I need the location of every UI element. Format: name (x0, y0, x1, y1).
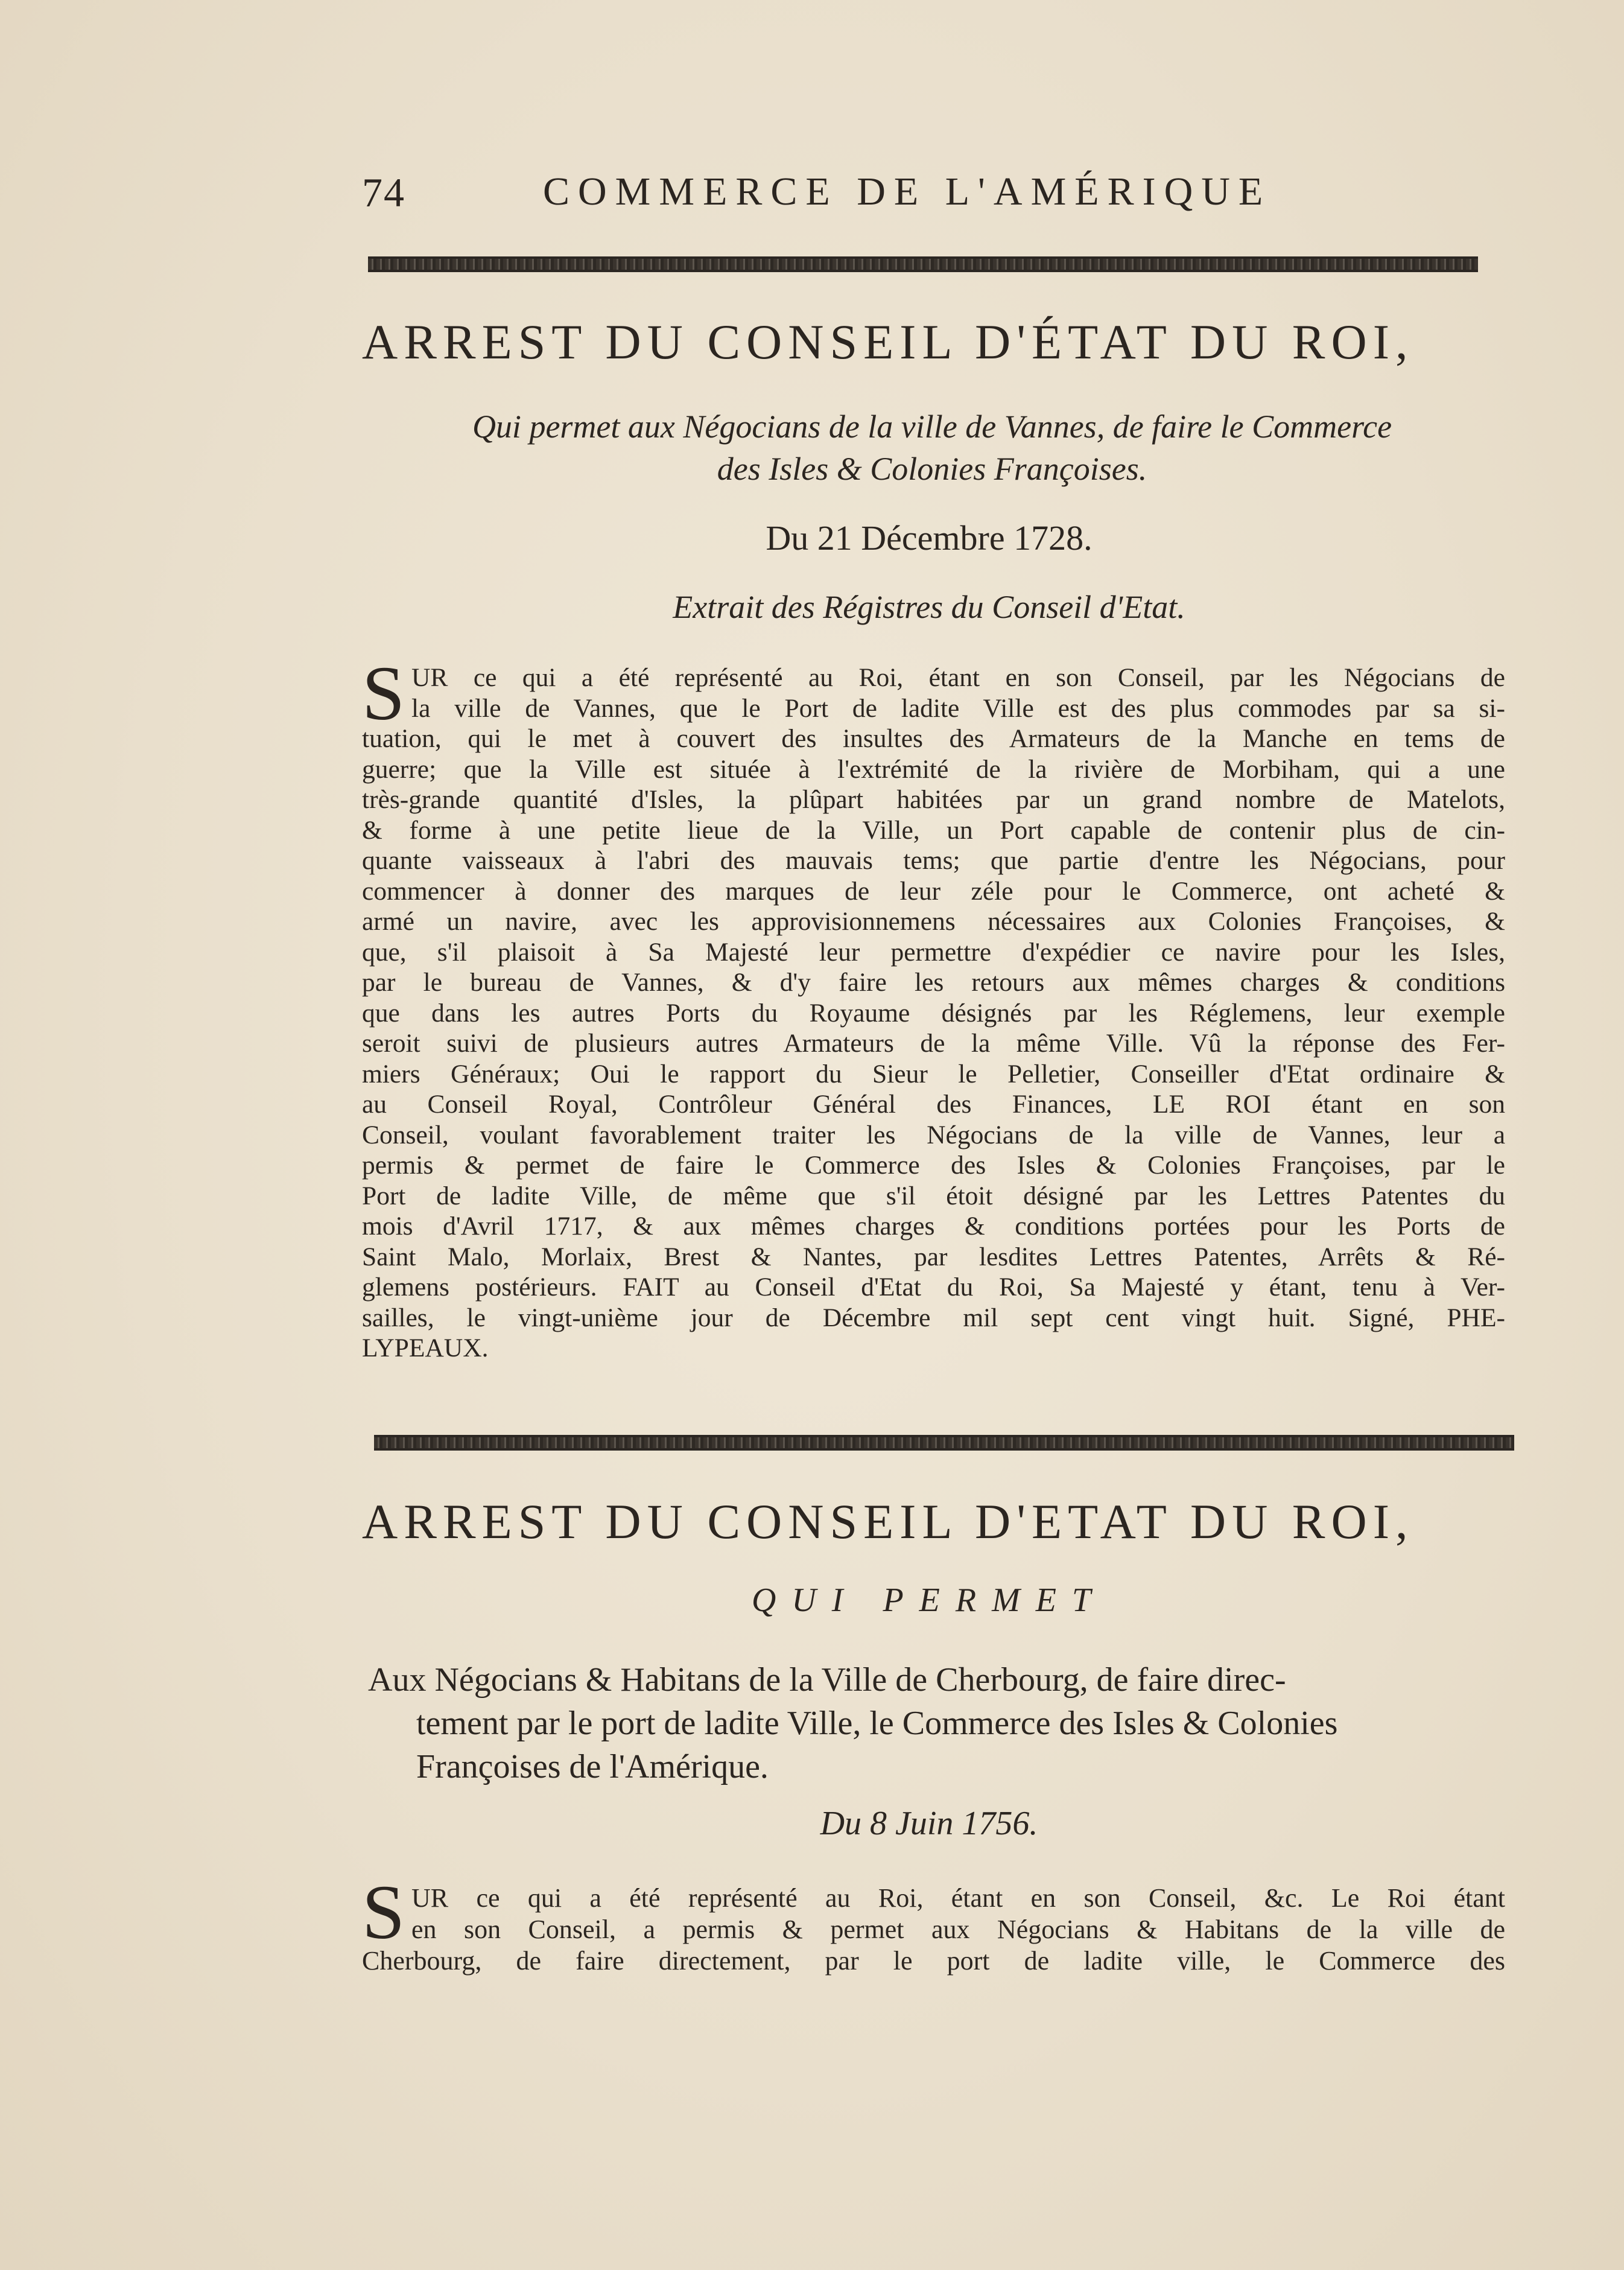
body-line: LYPEAUX. (362, 1334, 489, 1362)
body-line: miers Généraux; Oui le rapport du Sieur le Pelletier, Conseiller d'Etat ordinaire & (362, 1059, 1505, 1089)
arret1-subtitle-line: Qui permet aux Négocians de la ville de Vannes, de faire le Commerce (472, 409, 1392, 445)
arret2-subtitle-line: tement par le port de ladite Ville, le Commerce des Isles & Colonies (416, 1705, 1338, 1742)
arret2-subtitle (368, 1658, 1502, 1788)
body-line: Cherbourg, de faire directement, par le port de ladite ville, le Commerce des (362, 1946, 1505, 1976)
arret1-subtitle-line: des Isles & Colonies Françoises. (717, 451, 1147, 487)
body-line: seroit suivi de plusieurs autres Armateurs de la même Ville. Vû la réponse des Fer- (362, 1029, 1505, 1058)
body-line: Port de ladite Ville, de même que s'il étoit désigné par les Lettres Patentes du (362, 1181, 1505, 1210)
arret2-title: ARREST DU CONSEIL D'ETAT DU ROI, (362, 1494, 1414, 1549)
arret2-date: Du 8 Juin 1756. (820, 1805, 1038, 1842)
body-line: armé un navire, avec les approvisionnemens nécessaires aux Colonies Françoises, & (362, 907, 1505, 936)
arret1-extract: Extrait des Régistres du Conseil d'Etat. (673, 589, 1185, 625)
body-line: guerre; que la Ville est située à l'extrémité de la rivière de Morbiham, qui a une (362, 754, 1505, 784)
body-line: tuation, qui le met à couvert des insultes des Armateurs de la Manche en tems de (362, 724, 1505, 753)
body-line: Conseil, voulant favorablement traiter les Négocians de la ville de Vannes, leur a (362, 1120, 1505, 1149)
body-line: & forme à une petite lieue de la Ville, un Port capable de contenir plus de cin- (362, 815, 1505, 845)
body-line: par le bureau de Vannes, & d'y faire les retours aux mêmes charges & conditions (362, 968, 1505, 997)
arret1-body (362, 663, 1505, 1364)
arret1-date: Du 21 Décembre 1728. (766, 518, 1093, 558)
body-line: glemens postérieurs. FAIT au Conseil d'Etat du Roi, Sa Majesté y étant, tenu à Ver- (362, 1273, 1505, 1302)
body-line: Saint Malo, Morlaix, Brest & Nantes, par lesdites Lettres Patentes, Arrêts & Ré- (362, 1242, 1505, 1271)
arret2-qui-permet: QUI PERMET (751, 1582, 1107, 1619)
running-head: COMMERCE DE L'AMÉRIQUE (543, 170, 1272, 214)
page-header (362, 169, 1484, 217)
body-line: que, s'il plaisoit à Sa Majesté leur permettre d'expédier ce navire pour les Isles, (362, 937, 1505, 967)
ornamental-rule (374, 1435, 1514, 1451)
page-number: 74 (362, 170, 405, 215)
arret2-dropcap: S (362, 1869, 405, 1955)
arret2-body (362, 1883, 1505, 1977)
body-line: mois d'Avril 1717, & aux mêmes charges & conditions portées pour les Ports de (362, 1212, 1505, 1241)
arret2-subtitle-line: Aux Négocians & Habitans de la Ville de Cherbourg, de faire direc- (368, 1661, 1286, 1699)
body-line: sailles, le vingt-unième jour de Décembre mil sept cent vingt huit. Signé, PHE- (362, 1303, 1505, 1332)
body-line: la ville de Vannes, que le Port de ladite Ville est des plus commodes par sa si- (411, 693, 1505, 723)
arret2-subtitle-line: Françoises de l'Amérique. (416, 1748, 769, 1785)
body-line: permis & permet de faire le Commerce des Isles & Colonies Françoises, par le (362, 1151, 1505, 1180)
body-line: très-grande quantité d'Isles, la plûpart habitées par un grand nombre de Matelots, (362, 785, 1505, 814)
body-line: UR ce qui a été représenté au Roi, étant en son Conseil, par les Négocians de (411, 663, 1505, 692)
arret1-dropcap: S (362, 650, 405, 736)
body-line: en son Conseil, a permis & permet aux Négocians & Habitans de la ville de (411, 1915, 1505, 1944)
body-line: que dans les autres Ports du Royaume désignés par les Réglemens, leur exemple (362, 998, 1505, 1028)
body-line: quante vaisseaux à l'abri des mauvais tems; que partie d'entre les Négocians, pour (362, 846, 1505, 875)
arret1-subtitle (368, 405, 1496, 490)
arret1-title: ARREST DU CONSEIL D'ÉTAT DU ROI, (362, 314, 1414, 369)
ornamental-rule (368, 256, 1478, 272)
body-line: au Conseil Royal, Contrôleur Général des Finances, LE ROI étant en son (362, 1090, 1505, 1119)
body-line: UR ce qui a été représenté au Roi, étant en son Conseil, &c. Le Roi étant (411, 1883, 1505, 1913)
body-line: commencer à donner des marques de leur zéle pour le Commerce, ont acheté & (362, 876, 1505, 906)
